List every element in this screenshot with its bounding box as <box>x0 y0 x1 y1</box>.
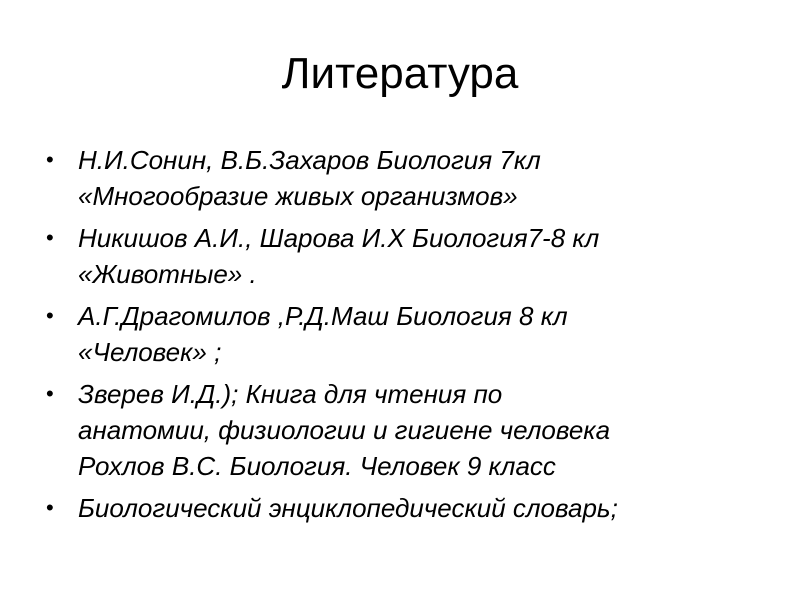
reference-item-5-line-1: Биологический энциклопедический словарь; <box>78 493 618 523</box>
reference-item-4-line-2: анатомии, физиологии и гигиене человека <box>78 415 611 445</box>
reference-item-1 <box>42 142 762 214</box>
bullet-icon: • <box>46 147 54 172</box>
reference-list <box>42 142 762 532</box>
bullet-icon: • <box>46 225 54 250</box>
reference-item-3-line-2: «Человек» ; <box>78 337 222 367</box>
reference-item-3-line-1: А.Г.Драгомилов ,Р.Д.Маш Биология 8 кл <box>78 301 568 331</box>
slide-title: Литература <box>281 49 519 98</box>
reference-item-2-line-2: «Животные» . <box>78 259 257 289</box>
reference-item-2 <box>42 220 762 292</box>
reference-item-3 <box>42 298 762 370</box>
reference-item-4-line-3: Рохлов В.С. Биология. Человек 9 класс <box>78 451 556 481</box>
reference-item-4-line-1: Зверев И.Д.); Книга для чтения по <box>78 379 503 409</box>
reference-item-1-line-2: «Многообразие живых организмов» <box>78 181 518 211</box>
reference-item-1-line-1: Н.И.Сонин, В.Б.Захаров Биология 7кл <box>78 145 541 175</box>
reference-item-4 <box>42 376 762 484</box>
reference-item-5 <box>42 490 762 526</box>
reference-item-2-line-1: Никишов А.И., Шарова И.Х Биология7-8 кл <box>78 223 600 253</box>
bullet-icon: • <box>46 303 54 328</box>
bullet-icon: • <box>46 495 54 520</box>
bullet-icon: • <box>46 381 54 406</box>
